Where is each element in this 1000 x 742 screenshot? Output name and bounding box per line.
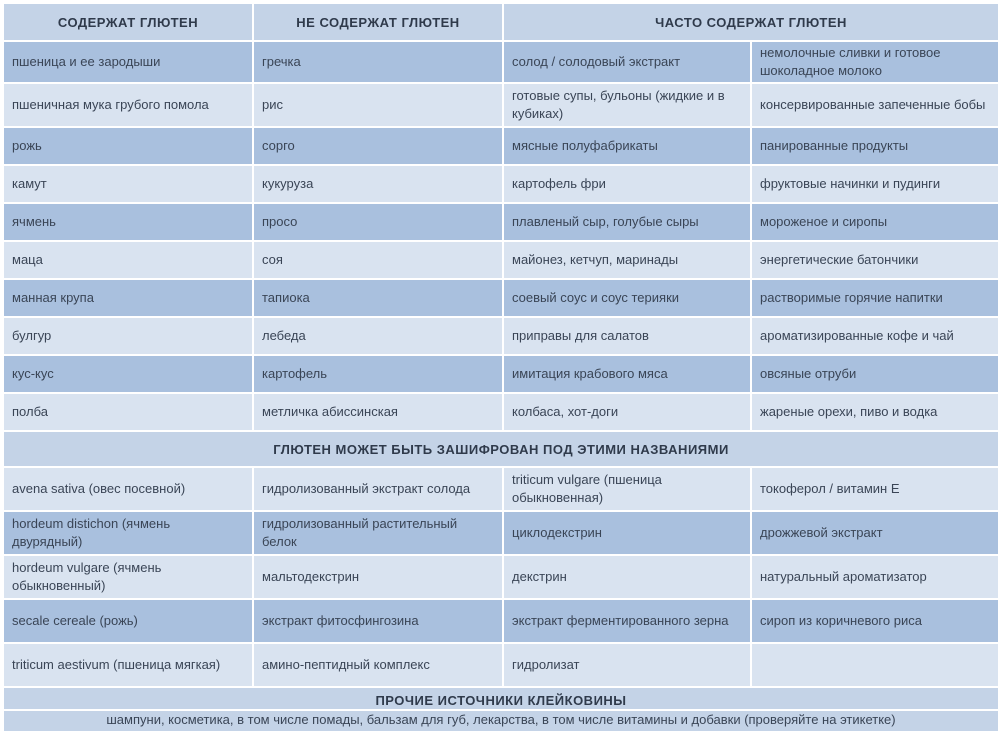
cell-often-extra: немолочные сливки и готовое шоколадное молоко <box>751 41 999 83</box>
cell-hidden-name: secale cereale (рожь) <box>3 599 253 643</box>
cell-hidden-name: натуральный ароматизатор <box>751 555 999 599</box>
cell-hidden-name: дрожжевой экстракт <box>751 511 999 555</box>
table-row <box>3 643 999 687</box>
cell-hidden-name: циклодекстрин <box>503 511 751 555</box>
cell-contains: ячмень <box>3 203 253 241</box>
cell-free: кукуруза <box>253 165 503 203</box>
cell-contains: манная крупа <box>3 279 253 317</box>
cell-free: соя <box>253 241 503 279</box>
table-row <box>3 165 999 203</box>
header-contains-gluten: СОДЕРЖАТ ГЛЮТЕН <box>3 3 253 41</box>
cell-hidden-name: экстракт фитосфингозина <box>253 599 503 643</box>
cell-contains: пшеничная мука грубого помола <box>3 83 253 127</box>
table-row <box>3 41 999 83</box>
cell-free: тапиока <box>253 279 503 317</box>
cell-contains: полба <box>3 393 253 431</box>
other-sources-row <box>3 710 999 732</box>
cell-often-extra: фруктовые начинки и пудинги <box>751 165 999 203</box>
table-row <box>3 355 999 393</box>
cell-hidden-name: сироп из коричневого риса <box>751 599 999 643</box>
cell-free: картофель <box>253 355 503 393</box>
cell-often: колбаса, хот-доги <box>503 393 751 431</box>
cell-hidden-name: avena sativa (овес посевной) <box>3 467 253 511</box>
table-row <box>3 511 999 555</box>
cell-free: сорго <box>253 127 503 165</box>
cell-often-extra: мороженое и сиропы <box>751 203 999 241</box>
table-row <box>3 317 999 355</box>
table-row <box>3 83 999 127</box>
table-row <box>3 467 999 511</box>
cell-free: метличка абиссинская <box>253 393 503 431</box>
cell-hidden-name <box>751 643 999 687</box>
cell-hidden-name: амино-пептидный комплекс <box>253 643 503 687</box>
cell-contains: пшеница и ее зародыши <box>3 41 253 83</box>
cell-often-extra: жареные орехи, пиво и водка <box>751 393 999 431</box>
cell-often-extra: растворимые горячие напитки <box>751 279 999 317</box>
cell-hidden-name: токоферол / витамин Е <box>751 467 999 511</box>
table-row <box>3 241 999 279</box>
cell-hidden-name: hordeum vulgare (ячмень обыкновенный) <box>3 555 253 599</box>
cell-often-extra: панированные продукты <box>751 127 999 165</box>
cell-hidden-name: hordeum distichon (ячмень двурядный) <box>3 511 253 555</box>
cell-hidden-name: мальтодекстрин <box>253 555 503 599</box>
cell-often: мясные полуфабрикаты <box>503 127 751 165</box>
cell-contains: рожь <box>3 127 253 165</box>
cell-free: лебеда <box>253 317 503 355</box>
cell-free: рис <box>253 83 503 127</box>
cell-hidden-name: декстрин <box>503 555 751 599</box>
table-row <box>3 393 999 431</box>
cell-often: имитация крабового мяса <box>503 355 751 393</box>
other-sources-text: шампуни, косметика, в том числе помады, бальзам для губ, лекарства, в том числе витамины и добавки (проверяйте на этикетке) <box>3 710 999 732</box>
header-gluten-free: НЕ СОДЕРЖАТ ГЛЮТЕН <box>253 3 503 41</box>
cell-contains: маца <box>3 241 253 279</box>
cell-often-extra: ароматизированные кофе и чай <box>751 317 999 355</box>
header-often-contains: ЧАСТО СОДЕРЖАТ ГЛЮТЕН <box>503 3 999 41</box>
cell-often: приправы для салатов <box>503 317 751 355</box>
cell-contains: кус-кус <box>3 355 253 393</box>
cell-often-extra: консервированные запеченные бобы <box>751 83 999 127</box>
table-row <box>3 127 999 165</box>
cell-often: майонез, кетчуп, маринады <box>503 241 751 279</box>
cell-hidden-name: гидролизат <box>503 643 751 687</box>
cell-hidden-name: экстракт ферментированного зерна <box>503 599 751 643</box>
cell-free: просо <box>253 203 503 241</box>
cell-often-extra: овсяные отруби <box>751 355 999 393</box>
cell-hidden-name: гидролизованный экстракт солода <box>253 467 503 511</box>
other-sources-header-row <box>3 687 999 710</box>
header-row <box>3 3 999 41</box>
cell-often: соевый соус и соус терияки <box>503 279 751 317</box>
cell-contains: камут <box>3 165 253 203</box>
table-row <box>3 599 999 643</box>
table-row <box>3 555 999 599</box>
cell-often: плавленый сыр, голубые сыры <box>503 203 751 241</box>
section-header-row <box>3 431 999 467</box>
cell-often: солод / солодовый экстракт <box>503 41 751 83</box>
other-sources-title: ПРОЧИЕ ИСТОЧНИКИ КЛЕЙКОВИНЫ <box>3 687 999 710</box>
cell-hidden-name: triticum aestivum (пшеница мягкая) <box>3 643 253 687</box>
cell-free: гречка <box>253 41 503 83</box>
table-row <box>3 279 999 317</box>
cell-contains: булгур <box>3 317 253 355</box>
cell-hidden-name: гидролизованный растительный белок <box>253 511 503 555</box>
hidden-names-title: ГЛЮТЕН МОЖЕТ БЫТЬ ЗАШИФРОВАН ПОД ЭТИМИ НАЗВАНИЯМИ <box>3 431 999 467</box>
gluten-table <box>2 2 1000 733</box>
cell-often: готовые супы, бульоны (жидкие и в кубиках) <box>503 83 751 127</box>
cell-often-extra: энергетические батончики <box>751 241 999 279</box>
cell-hidden-name: triticum vulgare (пшеница обыкновенная) <box>503 467 751 511</box>
table-row <box>3 203 999 241</box>
cell-often: картофель фри <box>503 165 751 203</box>
